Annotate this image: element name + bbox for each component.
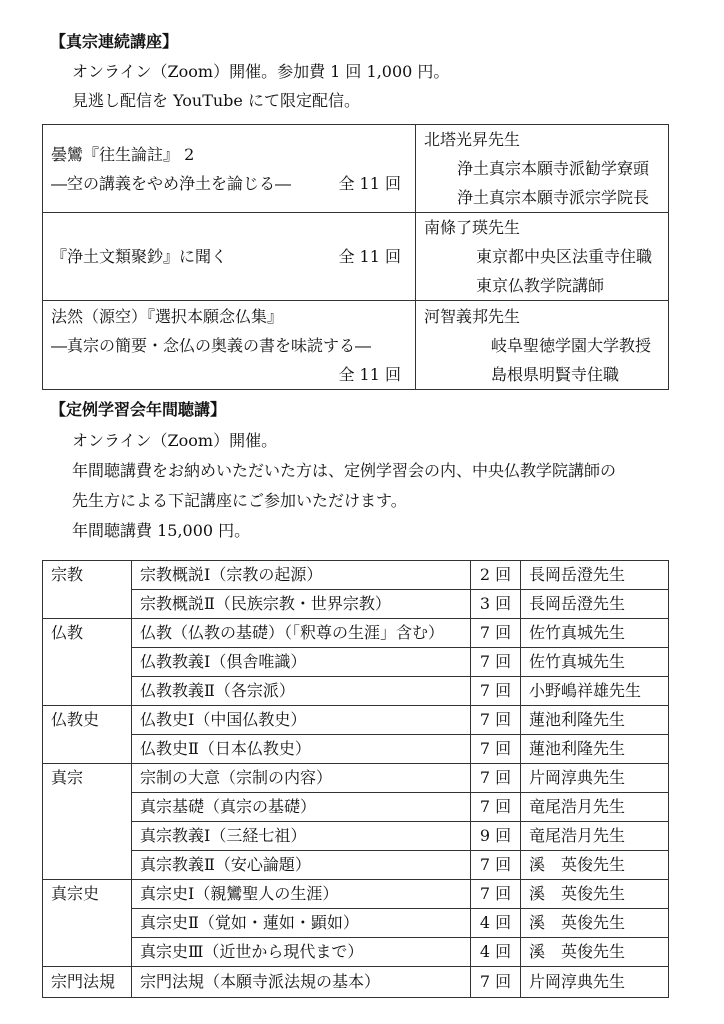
- course-title-cell: 宗教概説Ⅱ（民族宗教・世界宗教）: [132, 590, 471, 619]
- course-title: 『浄土文類聚鈔』に聞く: [51, 247, 228, 266]
- lecturer-cell: 片岡淳典先生: [521, 967, 669, 998]
- lecturer-cell: 竜尾浩月先生: [521, 822, 669, 851]
- annual-info-line: 年間聴講費 15,000 円。: [72, 521, 251, 540]
- lecturer-cell: 溪 英俊先生: [521, 909, 669, 938]
- annual-course-table: [42, 560, 669, 998]
- series-info-line: オンライン（Zoom）開催。参加費 1 回 1,000 円。: [72, 62, 450, 81]
- course-row: [43, 938, 669, 967]
- course-subtitle: ―真宗の簡要・念仏の奥義の書を味読する―: [51, 335, 372, 355]
- session-count-cell: 7 回: [471, 764, 521, 793]
- lecturer-cell: [416, 125, 669, 213]
- lecturer-cell: 長岡岳澄先生: [521, 561, 669, 590]
- course-row: [43, 967, 669, 998]
- session-count-cell: 7 回: [471, 619, 521, 648]
- course-title-cell: 真宗史Ⅲ（近世から現代まで）: [132, 938, 471, 967]
- course-title-cell: 仏教教義Ⅰ（倶舎唯識）: [132, 648, 471, 677]
- course-row: [43, 735, 669, 764]
- category-cell: 宗門法規: [43, 967, 132, 998]
- course-title: 法然（源空）『選択本願念仏集』: [51, 306, 284, 326]
- lecturer-affiliation: 岐阜聖徳学園大学教授: [491, 335, 652, 355]
- lecturer-affiliation: 浄土真宗本願寺派勧学寮頭: [457, 159, 650, 178]
- lecturer-cell: 片岡淳典先生: [521, 764, 669, 793]
- session-count-cell: 7 回: [471, 880, 521, 909]
- course-title-cell: 宗制の大意（宗制の内容）: [132, 764, 471, 793]
- course-title-cell: 真宗教義Ⅱ（安心論題）: [132, 851, 471, 880]
- course-row: [43, 619, 669, 648]
- session-count-cell: 7 回: [471, 677, 521, 706]
- session-count-cell: 3 回: [471, 590, 521, 619]
- session-count-cell: 7 回: [471, 967, 521, 998]
- lecturer-affiliation: 東京仏教学院講師: [476, 276, 605, 295]
- series-course-row: [43, 213, 669, 301]
- category-cell: 仏教: [43, 619, 132, 706]
- annual-info-line: オンライン（Zoom）開催。: [72, 431, 278, 450]
- series-info-line: 見逃し配信を YouTube にて限定配信。: [72, 91, 360, 110]
- lecturer-name: 北塔光昇先生: [424, 130, 521, 149]
- annual-info-line: 先生方による下記講座にご参加いただけます。: [72, 491, 407, 510]
- course-row: [43, 880, 669, 909]
- lecturer-name: 南條了瑛先生: [424, 218, 521, 237]
- course-row: [43, 648, 669, 677]
- category-cell: 宗教: [43, 561, 132, 619]
- session-count-cell: 7 回: [471, 735, 521, 764]
- course-subtitle: ―空の講義をやめ浄土を論じる―: [51, 173, 292, 193]
- course-row: [43, 909, 669, 938]
- series-course-table: [42, 124, 669, 390]
- lecturer-affiliation: 島根県明賢寺住職: [491, 364, 620, 384]
- course-title-cell: 仏教史Ⅰ（中国仏教史）: [132, 706, 471, 735]
- session-count-cell: 9 回: [471, 822, 521, 851]
- course-row: [43, 677, 669, 706]
- annual-info-line: 年間聴講費をお納めいただいた方は、定例学習会の内、中央仏教学院講師の: [72, 461, 617, 480]
- course-title: 曇鸞『往生論註』 2: [51, 144, 195, 164]
- lecturer-cell: 長岡岳澄先生: [521, 590, 669, 619]
- category-cell: 真宗史: [43, 880, 132, 967]
- course-title-cell: 仏教史Ⅱ（日本仏教史）: [132, 735, 471, 764]
- category-cell: 真宗: [43, 764, 132, 880]
- lecturer-cell: 蓮池利隆先生: [521, 706, 669, 735]
- category-cell: 仏教史: [43, 706, 132, 764]
- lecturer-cell: 溪 英俊先生: [521, 938, 669, 967]
- course-row: [43, 706, 669, 735]
- lecturer-cell: 溪 英俊先生: [521, 880, 669, 909]
- lecturer-name: 河智義邦先生: [424, 306, 521, 326]
- course-title-cell: 真宗教義Ⅰ（三経七祖）: [132, 822, 471, 851]
- session-count-cell: 4 回: [471, 909, 521, 938]
- session-count: 全 11 回: [338, 247, 401, 266]
- course-title-cell: 宗門法規（本願寺派法規の基本）: [132, 967, 471, 998]
- lecturer-cell: 佐竹真城先生: [521, 648, 669, 677]
- lecturer-cell: 蓮池利隆先生: [521, 735, 669, 764]
- course-cell: [43, 125, 416, 213]
- course-title-line: [51, 242, 401, 271]
- lecturer-cell: 小野嶋祥雄先生: [521, 677, 669, 706]
- session-count-cell: 7 回: [471, 793, 521, 822]
- course-row: [43, 793, 669, 822]
- course-row: [43, 822, 669, 851]
- lecturer-cell: 佐竹真城先生: [521, 619, 669, 648]
- session-count: 全 11 回: [338, 173, 401, 193]
- session-count-cell: 7 回: [471, 648, 521, 677]
- course-title-cell: 真宗基礎（真宗の基礎）: [132, 793, 471, 822]
- course-title-cell: 仏教（仏教の基礎）（「釈尊の生涯」含む）: [132, 619, 471, 648]
- lecturer-cell: [416, 213, 669, 301]
- lecturer-cell: 竜尾浩月先生: [521, 793, 669, 822]
- course-row: [43, 590, 669, 619]
- course-cell: [43, 301, 416, 390]
- course-row: [43, 764, 669, 793]
- annual-heading: 【定例学習会年間聴講】: [50, 400, 227, 419]
- session-count-cell: 7 回: [471, 851, 521, 880]
- session-count: 全 11 回: [338, 364, 401, 384]
- course-title-line: [51, 169, 401, 198]
- lecturer-cell: [416, 301, 669, 390]
- lecturer-cell: 溪 英俊先生: [521, 851, 669, 880]
- series-course-row: [43, 125, 669, 213]
- lecturer-affiliation: 浄土真宗本願寺派宗学院長: [457, 188, 650, 207]
- course-row: [43, 561, 669, 590]
- session-count-cell: 4 回: [471, 938, 521, 967]
- course-title-cell: 真宗史Ⅱ（覚如・蓮如・顕如）: [132, 909, 471, 938]
- series-heading: 【真宗連続講座】: [50, 32, 179, 51]
- course-title-cell: 宗教概説Ⅰ（宗教の起源）: [132, 561, 471, 590]
- session-count-cell: 2 回: [471, 561, 521, 590]
- session-count-cell: 7 回: [471, 706, 521, 735]
- course-row: [43, 851, 669, 880]
- course-title-cell: 仏教教義Ⅱ（各宗派）: [132, 677, 471, 706]
- series-course-row: [43, 301, 669, 390]
- course-title-cell: 真宗史Ⅰ（親鸞聖人の生涯）: [132, 880, 471, 909]
- lecturer-affiliation: 東京都中央区法重寺住職: [476, 247, 653, 266]
- course-cell: [43, 213, 416, 301]
